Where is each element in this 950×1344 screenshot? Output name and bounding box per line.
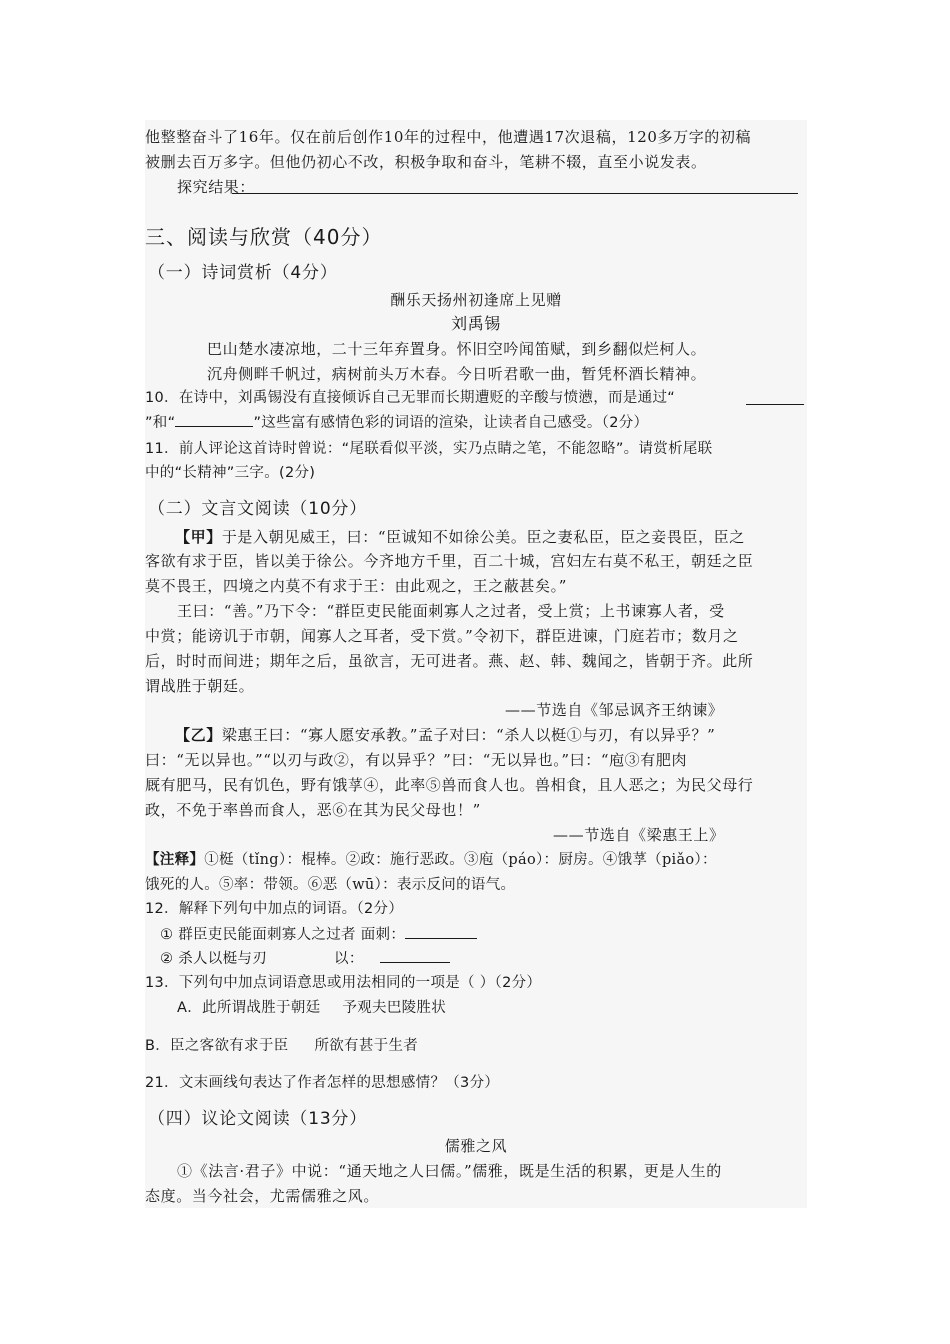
- question-11: 11．前人评论这首诗时曾说：“尾联看似平淡，实乃点睛之笔，不能忽略”。请赏析尾联: [145, 441, 713, 457]
- essay-paragraph: 态度。当今社会，尤需儒雅之风。: [145, 1187, 380, 1205]
- essay-title: 儒雅之风: [444, 1137, 508, 1155]
- passage-line: 曰：“无以异也。”“以刃与政②，有以异乎？”曰：“无以异也。”曰：“庖③有肥肉: [145, 751, 688, 769]
- result-label: 探究结果：: [177, 178, 256, 196]
- poem-line: 巴山楚水凄凉地，二十三年弃置身。怀旧空吟闻笛赋，到乡翻似烂柯人。: [207, 340, 707, 358]
- question-13: 13．下列句中加点词语意思或用法相同的一项是（ ）（2分）: [145, 975, 542, 991]
- question-10-cont: ”和“ ”这些富有感情色彩的词语的渲染，让读者自己感受。（2分）: [145, 412, 807, 433]
- answer-blank[interactable]: [175, 412, 253, 427]
- subsection-heading: （四）议论文阅读（13分）: [148, 1109, 368, 1129]
- poem-title: 酬乐天扬州初逢席上见赠: [390, 291, 562, 309]
- passage-line: 谓战胜于朝廷。: [145, 677, 255, 695]
- text-line: 被删去百万多字。但他仍初心不改，积极争取和奋斗，笔耕不辍，直至小说发表。: [145, 153, 707, 171]
- passage-line: 客欲有求于臣，皆以美于徐公。今齐地方千里，百二十城，宫妇左右莫不私王，朝廷之臣: [145, 552, 754, 570]
- passage-source: ——节选自《梁惠王上》: [553, 826, 725, 844]
- passage-line: 厩有肥马，民有饥色，野有饿莩④，此率⑤兽而食人也。兽相食，且人恶之；为民父母行: [145, 776, 754, 794]
- option-b[interactable]: B．臣之客欲有求于臣 所欲有甚于生者: [145, 1038, 419, 1054]
- passage-line: 中赏；能谤讥于市朝，闻寡人之耳者，受下赏。”令初下，群臣进谏，门庭若市；数月之: [145, 627, 739, 645]
- passage-line: 莫不畏王，四境之内莫不有求于王：由此观之，王之蔽甚矣。”: [145, 577, 567, 595]
- subsection-heading: （一）诗词赏析（4分）: [148, 263, 338, 283]
- annotation-line: 饿死的人。⑤率：带领。⑥恶（wū）：表示反问的语气。: [145, 877, 516, 893]
- passage-line: 王曰：“善。”乃下令：“群臣吏民能面刺寡人之过者，受上赏；上书谏寡人者，受: [177, 602, 725, 620]
- poem-author: 刘禹锡: [451, 314, 501, 333]
- passage-line: 后，时时而间进；期年之后，虽欲言，无可进者。燕、赵、韩、魏闻之，皆朝于齐。此所: [145, 652, 754, 670]
- passage-tag: 【乙】: [175, 726, 222, 744]
- question-11-cont: 中的“长精神”三字。(2分): [145, 465, 316, 481]
- passage-line: 政，不免于率兽而食人，恶⑥在其为民父母也！”: [145, 801, 481, 819]
- passage-tag: 【甲】: [175, 528, 222, 546]
- annotation-tag: 【注释】: [145, 852, 205, 868]
- answer-blank[interactable]: [746, 404, 804, 405]
- question-21: 21．文末画线句表达了作者怎样的思想感情？（3分）: [145, 1075, 500, 1091]
- question-10: 10．在诗中，刘禹锡没有直接倾诉自己无罪而长期遭贬的辛酸与愤懑，而是通过“: [145, 390, 676, 406]
- essay-paragraph: ①《法言·君子》中说：“通天地之人曰儒。”儒雅，既是生活的积累，更是人生的: [177, 1162, 722, 1180]
- section-heading: 三、阅读与欣赏（40分）: [145, 225, 383, 249]
- poem-line: 沉舟侧畔千帆过，病树前头万木春。今日听君歌一曲，暂凭杯酒长精神。: [207, 365, 707, 383]
- passage-source: ——节选自《邹忌讽齐王纳谏》: [505, 701, 724, 719]
- answer-blank[interactable]: [405, 924, 477, 939]
- answer-line[interactable]: [232, 193, 798, 194]
- question-12-item: ② 杀人以梃与刃 以：: [145, 948, 807, 969]
- annotation: 【注释】①梃（tǐng）：棍棒。②政：施行恶政。③庖（páo）：厨房。④饿莩（piǎo）：: [145, 852, 717, 868]
- question-12-item: ① 群臣吏民能面刺寡人之过者 面刺：: [145, 924, 807, 945]
- option-a[interactable]: A．此所谓战胜于朝廷 予观夫巴陵胜状: [177, 1000, 447, 1016]
- text-line: 他整整奋斗了16年。仅在前后创作10年的过程中，他遭遇17次退稿，120多万字的初稿: [145, 128, 752, 146]
- question-12: 12．解释下列句中加点的词语。（2分）: [145, 901, 404, 917]
- passage-jia: 【甲】于是入朝见威王，曰：“臣诚知不如徐公美。臣之妻私臣，臣之妾畏臣，臣之: [175, 528, 745, 546]
- answer-blank[interactable]: [380, 948, 450, 963]
- subsection-heading: （二）文言文阅读（10分）: [148, 499, 368, 519]
- passage-yi: 【乙】梁惠王曰：“寡人愿安承教。”孟子对曰：“杀人以梃①与刃，有以异乎？”: [175, 726, 716, 744]
